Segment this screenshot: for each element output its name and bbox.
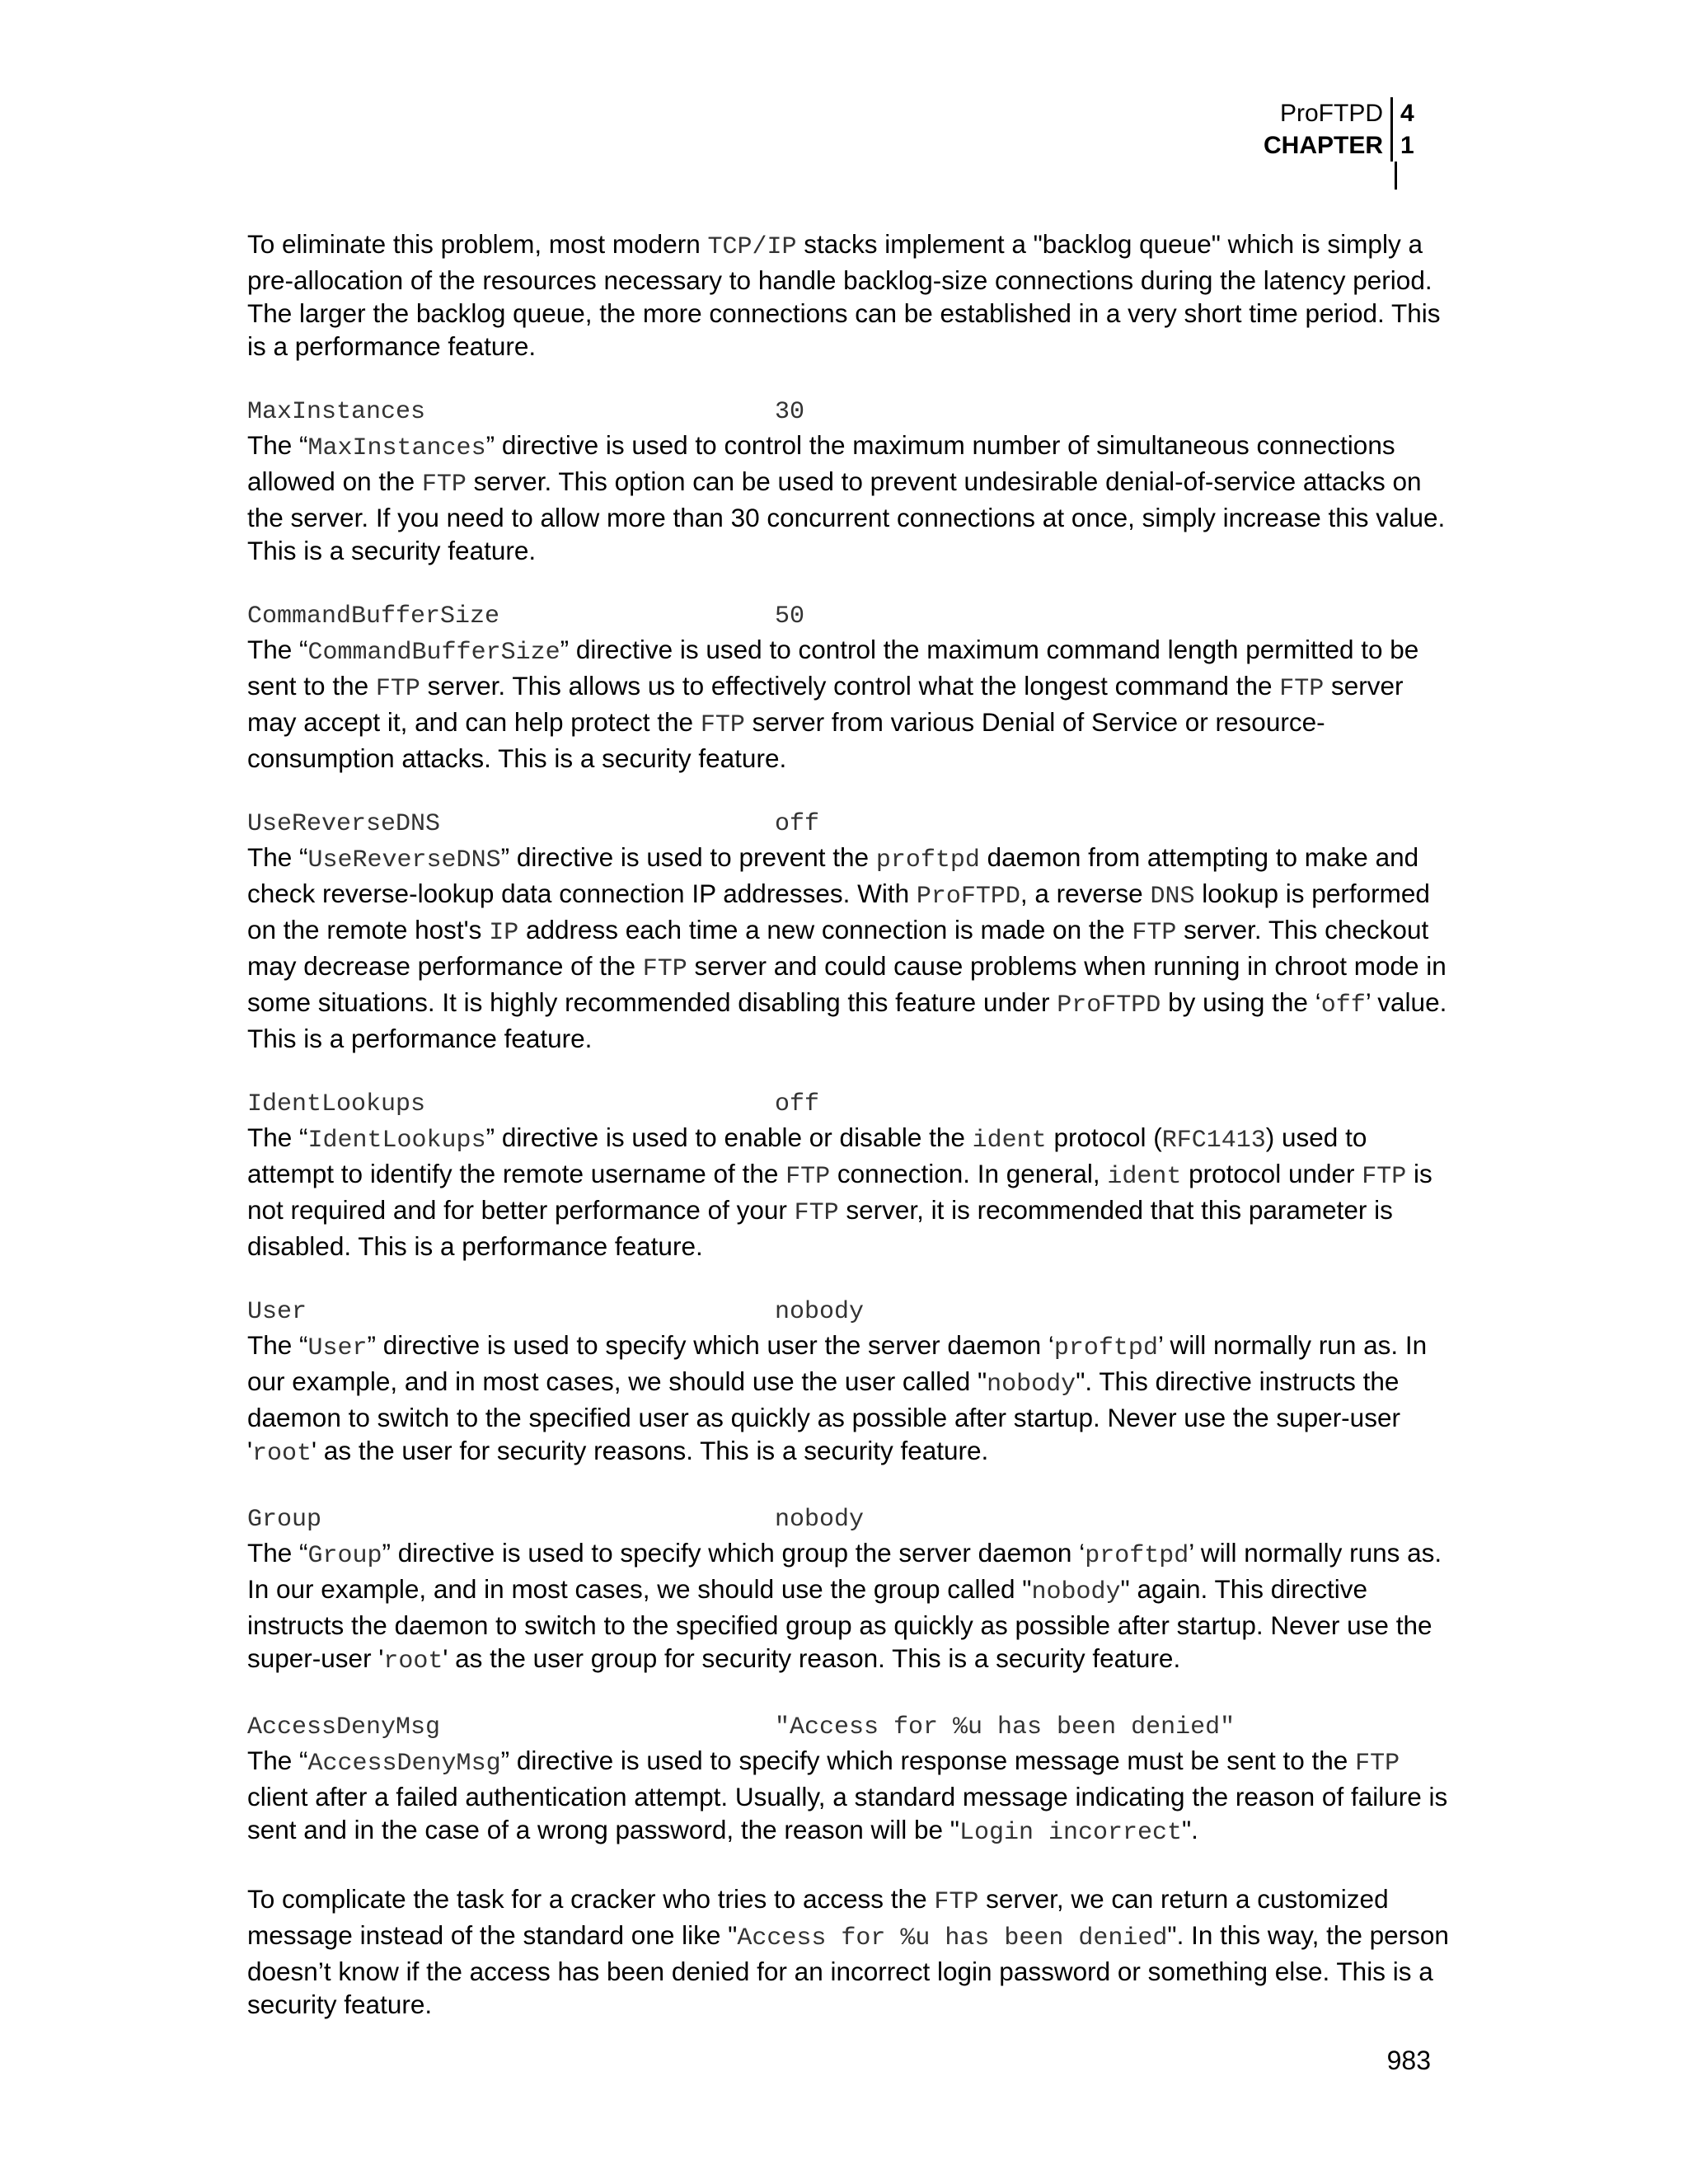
directive-value: nobody <box>775 1298 865 1326</box>
directive-identlookups <box>247 1088 1451 1263</box>
directive-name: CommandBufferSize <box>247 602 500 630</box>
directive-description: The “MaxInstances” directive is used to control the maximum number of simultaneous connections allowed on the FTP server. This option can be used to prevent undesirable denial-of-service attacks on the server. If you need to allow more than 30 concurrent connections at once, simply increase this value. This is a security feature. <box>247 430 1446 565</box>
directive-heading <box>247 600 1451 633</box>
directive-commandbuffersize <box>247 600 1451 775</box>
directive-name: Group <box>247 1506 322 1534</box>
header-number-bottom: 1 <box>1390 129 1418 162</box>
directive-value: off <box>775 810 820 838</box>
directive-name: UseReverseDNS <box>247 810 441 838</box>
directive-name: AccessDenyMsg <box>247 1713 441 1741</box>
running-header <box>924 97 1418 162</box>
header-title: ProFTPD <box>1279 100 1383 127</box>
directive-name: MaxInstances <box>247 398 426 426</box>
directive-user <box>247 1296 1451 1470</box>
directive-description: The “User” directive is used to specify which user the server daemon ‘proftpd’ will normally run as. In our example, and in most cases, we should use the user called "nobody". This directive instructs the daemon to switch to the specified user as quickly as possible after startup. Never use the super-user 'root' as the user for security reasons. This is a security feature. <box>247 1330 1428 1468</box>
closing-paragraph: To complicate the task for a cracker who tries to access the FTP server, we can return a customized message instead of the standard one like "Access for %u has been denied". In this way, the person doesn’t know if the access has been denied for an incorrect login password or something else. This is a security feature. <box>247 1884 1449 2019</box>
directive-value: 30 <box>775 398 805 426</box>
intro-paragraph: To eliminate this problem, most modern TCP/IP stacks implement a "backlog queue" which is simply a pre-allocation of the resources necessary to handle backlog-size connections during the latency period. The larger the backlog queue, the more connections can be established in a very short time period. This is a performance feature. <box>247 229 1441 361</box>
directive-value: off <box>775 1090 820 1118</box>
directive-heading <box>247 1711 1451 1744</box>
directive-group <box>247 1503 1451 1678</box>
directive-value: nobody <box>775 1506 865 1534</box>
directive-usereversedns <box>247 808 1451 1055</box>
directive-description: The “AccessDenyMsg” directive is used to specify which response message must be sent to the FTP client after a failed authentication attempt. Usually, a standard message indicating the reason of failure is sent and in the case of a wrong password, the reason will be "Login incorrect". <box>247 1746 1448 1847</box>
directive-heading <box>247 808 1451 841</box>
directive-description: The “UseReverseDNS” directive is used to prevent the proftpd daemon from attempting to make and check reverse-lookup data connection IP addresses. With ProFTPD, a reverse DNS lookup is performed on the remote host's IP address each time a new connection is made on the FTP server. This checkout may decrease performance of the FTP server and could cause problems when running in chroot mode in some situations. It is highly recommended disabling this feature under ProFTPD by using the ‘off’ value. This is a performance feature. <box>247 842 1447 1053</box>
directive-heading <box>247 396 1451 429</box>
directive-name: IdentLookups <box>247 1090 426 1118</box>
header-number-top: 4 <box>1390 97 1418 129</box>
directive-heading <box>247 1296 1451 1329</box>
directive-maxinstances <box>247 396 1451 567</box>
page-number: 983 <box>1386 2046 1431 2075</box>
header-chapter-label: CHAPTER <box>1263 132 1383 159</box>
header-rule <box>1395 162 1397 190</box>
directive-heading <box>247 1503 1451 1536</box>
directive-description: The “IdentLookups” directive is used to enable or disable the ident protocol (RFC1413) used to attempt to identify the remote username of the FTP connection. In general, ident protocol under FTP is not required and for better performance of your FTP server, it is recommended that this parameter is disabled. This is a performance feature. <box>247 1122 1432 1261</box>
directive-name: User <box>247 1298 307 1326</box>
directive-accessdenymsg <box>247 1711 1451 1849</box>
directive-description: The “Group” directive is used to specify which group the server daemon ‘proftpd’ will normally runs as. In our example, and in most cases, we should use the group called "nobody" again. This directive instructs the daemon to switch to the specified group as quickly as possible after startup. Never use the super-user 'root' as the user group for security reason. This is a security feature. <box>247 1538 1442 1675</box>
directive-heading <box>247 1088 1451 1121</box>
directive-description: The “CommandBufferSize” directive is used to control the maximum command length permitted to be sent to the FTP server. This allows us to effectively control what the longest command the FTP server may accept it, and can help protect the FTP server from various Denial of Service or resource-consumption attacks. This is a security feature. <box>247 635 1419 773</box>
directive-value: "Access for %u has been denied" <box>775 1713 1236 1741</box>
directive-value: 50 <box>775 602 805 630</box>
body-text <box>247 227 1451 2054</box>
